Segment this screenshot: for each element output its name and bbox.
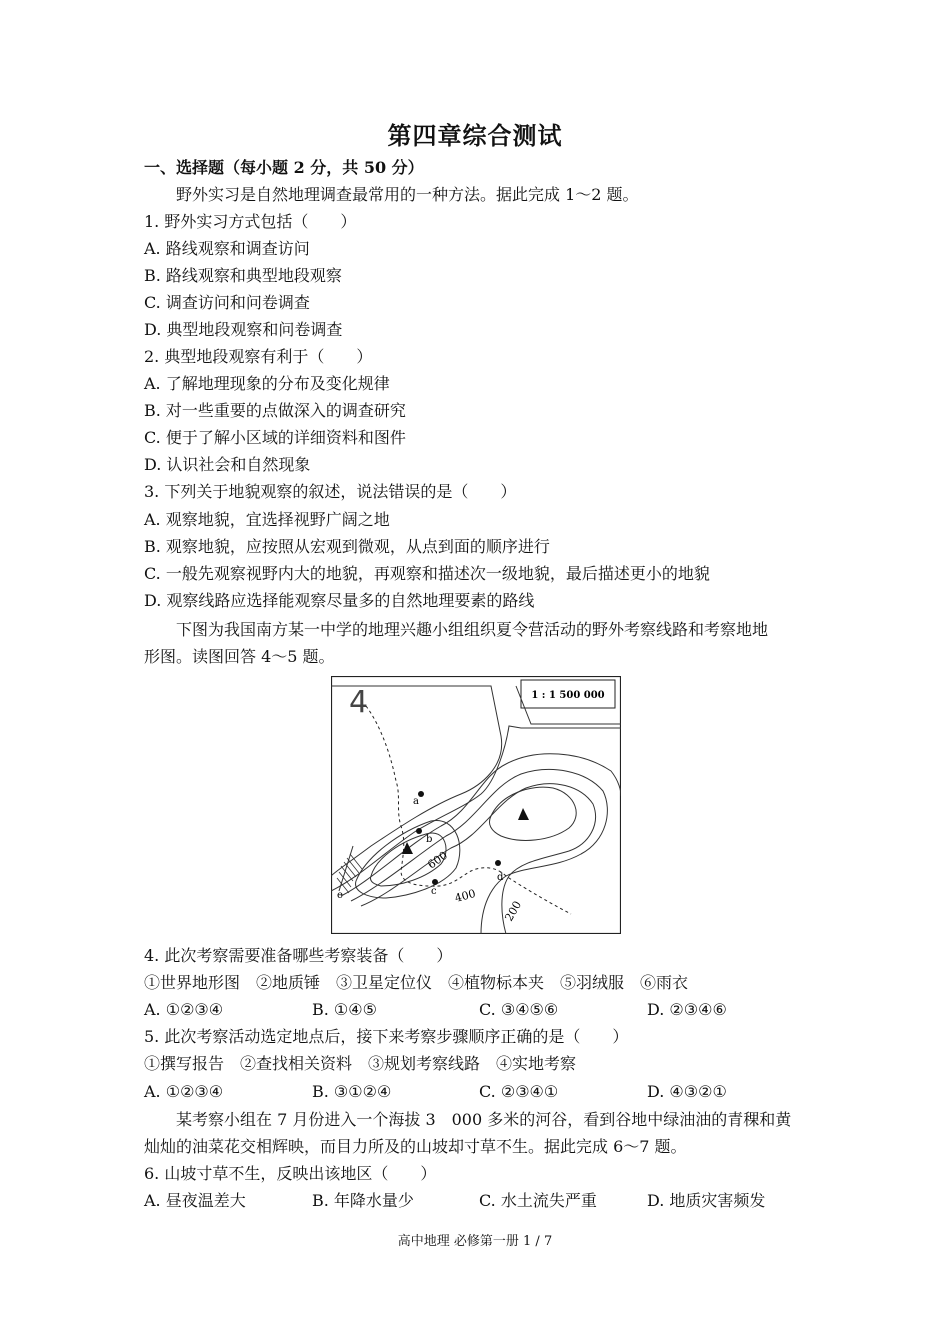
question-3-option-d: D. 观察线路应选择能观察尽量多的自然地理要素的路线: [144, 591, 535, 610]
question-1-option-a: A. 路线观察和调查访问: [144, 239, 310, 258]
intro-paragraph-3-line-2: 灿灿的油菜花交相辉映，而目力所及的山坡却寸草不生。据此完成 6～7 题。: [144, 1137, 687, 1156]
topographic-map: [331, 676, 621, 934]
question-3-stem: 3. 下列关于地貌观察的叙述，说法错误的是（ ）: [144, 482, 517, 501]
question-4-items: ①世界地形图 ②地质锤 ③卫星定位仪 ④植物标本夹 ⑤羽绒服 ⑥雨衣: [144, 973, 689, 992]
question-2-option-c: C. 便于了解小区域的详细资料和图件: [144, 428, 406, 447]
contour-label-600: 600: [425, 848, 450, 872]
question-6-option-d: D. 地质灾害频发: [647, 1191, 766, 1210]
point-b-marker: [416, 828, 422, 834]
question-6-option-c: C. 水土流失严重: [479, 1191, 597, 1210]
question-5-option-a: A. ①②③④: [144, 1082, 224, 1101]
question-1-stem: 1. 野外实习方式包括（ ）: [144, 212, 357, 231]
intro-paragraph-2-line-2: 形图。读图回答 4～5 题。: [144, 647, 335, 666]
intro-paragraph-2-line-1: 下图为我国南方某一中学的地理兴趣小组组织夏令营活动的野外考察线路和考察地地: [176, 620, 769, 639]
question-6-stem: 6. 山坡寸草不生，反映出该地区（ ）: [144, 1164, 437, 1183]
question-5-option-b: B. ③①②④: [312, 1082, 392, 1101]
question-4-option-b: B. ①④⑤: [312, 1000, 377, 1019]
question-5-option-c: C. ②③④①: [479, 1082, 559, 1101]
contour-label-200: 200: [502, 898, 525, 924]
question-2-option-d: D. 认识社会和自然现象: [144, 455, 311, 474]
map-scale-label: 1 : 1 500 000: [531, 690, 605, 701]
question-4-stem: 4. 此次考察需要准备哪些考察装备（ ）: [144, 946, 453, 965]
question-6-option-b: B. 年降水量少: [312, 1191, 414, 1210]
question-4-option-d: D. ②③④⑥: [647, 1000, 727, 1019]
question-2-stem: 2. 典型地段观察有利于（ ）: [144, 347, 373, 366]
point-d-marker: [495, 860, 501, 866]
question-4-option-c: C. ③④⑤⑥: [479, 1000, 559, 1019]
question-3-option-c: C. 一般先观察视野内大的地貌，再观察和描述次一级地貌，最后描述更小的地貌: [144, 564, 710, 583]
intro-paragraph-1: 野外实习是自然地理调查最常用的一种方法。据此完成 1～2 题。: [176, 185, 639, 204]
contour-label-400: 400: [453, 886, 478, 905]
question-2-option-a: A. 了解地理现象的分布及变化规律: [144, 374, 390, 393]
page-footer: 高中地理 必修第一册 1 / 7: [397, 1234, 553, 1249]
point-c-marker: [432, 879, 438, 885]
question-3-option-a: A. 观察地貌，宜选择视野广阔之地: [144, 510, 390, 529]
point-e-label: e: [337, 890, 343, 901]
point-c-label: c: [431, 886, 437, 897]
point-b-label: b: [426, 834, 433, 845]
page-title: 第四章综合测试: [387, 121, 563, 150]
question-5-option-d: D. ④③②①: [647, 1082, 727, 1101]
point-a-label: a: [413, 796, 419, 807]
question-4-option-a: A. ①②③④: [144, 1000, 224, 1019]
question-3-option-b: B. 观察地貌，应按照从宏观到微观，从点到面的顺序进行: [144, 537, 550, 556]
intro-paragraph-3-line-1: 某考察小组在 7 月份进入一个海拔 3 000 多米的河谷，看到谷地中绿油油的青稞和黄: [176, 1110, 792, 1129]
question-1-option-d: D. 典型地段观察和问卷调查: [144, 320, 343, 339]
question-5-stem: 5. 此次考察活动选定地点后，接下来考察步骤顺序正确的是（ ）: [144, 1027, 629, 1046]
section-heading: 一、选择题（每小题 2 分，共 50 分）: [144, 158, 424, 177]
question-1-option-c: C. 调查访问和问卷调查: [144, 293, 310, 312]
point-d-label: d: [497, 872, 504, 883]
north-arrow-icon: 4: [349, 685, 369, 720]
question-5-items: ①撰写报告 ②查找相关资料 ③规划考察线路 ④实地考察: [144, 1054, 577, 1073]
question-6-option-a: A. 昼夜温差大: [144, 1191, 246, 1210]
map-border: [332, 677, 621, 934]
question-1-option-b: B. 路线观察和典型地段观察: [144, 266, 342, 285]
question-2-option-b: B. 对一些重要的点做深入的调查研究: [144, 401, 406, 420]
